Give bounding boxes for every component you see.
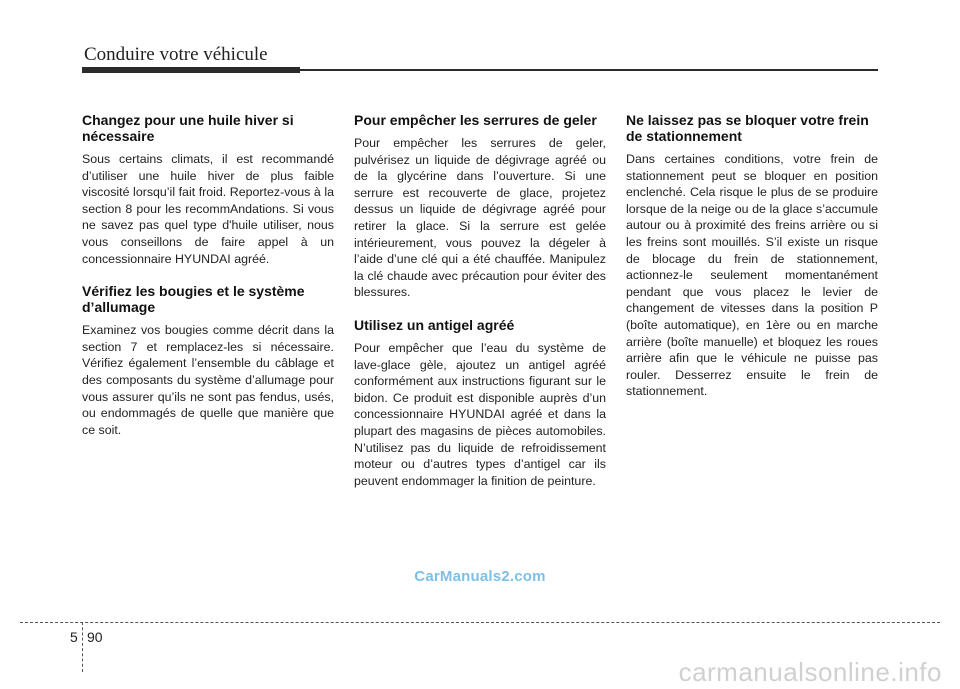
page-number-separator (82, 622, 83, 672)
chapter-number: 5 (70, 629, 78, 645)
column-middle (354, 112, 606, 505)
column-left (82, 112, 334, 454)
section-body-door-locks: Pour empêcher les serrures de geler, pulvérisez un liquide de dégivrage agréé ou de la glycérine dans l’ouverture. Si une serrure est recouverte de glace, projetez dessus un liquide de dégivrage agréé pour retirer la glace. Si la serrure est gelée intérieurement, vous pouvez la dégeler à l’aide d’une clé qui a été chauffée. Manipulez la clé chaude avec précaution pour éviter des blessures. (354, 136, 606, 300)
section-heading-antifreeze: Utilisez un antigel agréé (354, 316, 515, 333)
section-heading-parking-brake: Ne laissez pas se bloquer votre frein de stationnement (626, 112, 869, 144)
header-rule-thick (82, 67, 300, 73)
section-body-spark-plugs: Examinez vos bougies comme décrit dans la section 7 et remplacez-les si nécessaire. Vérifiez également l’ensemble du câblage et des composants du système d’allumage pour vous assurer qu’ils ne sont pas fendus, usés, ou endommagés de quelle que manière que ce soit. (82, 323, 334, 437)
footer-dashed-rule (20, 622, 940, 623)
section-heading-door-locks: Pour empêcher les serrures de geler (354, 112, 597, 128)
section-body-antifreeze: Pour empêcher que l’eau du système de lave-glace gèle, ajoutez un antigel agréé conformément aux instructions figurant sur le bidon. Ce produit est disponible auprès d’un concessionnaire HYUNDAI agréé et dans la plupart des magasins de pièces automobiles. N’utilisez pas du liquide de refroidissement moteur ou d’autres types d’antigel car ils peuvent endommager la finition de peinture. (354, 340, 606, 488)
page-number: 90 (87, 629, 103, 645)
section-body-parking-brake: Dans certaines conditions, votre frein de stationnement peut se bloquer en position enclenché. Cela risque le plus de se produire lorsque de la neige ou de la glace s’accumule autour ou à proximité des freins arrière ou si les freins sont mouillés. S’il existe un risque de blocage du frein de stationnement, actionnez-le seulement momentanément pendant que vous placez le levier de changement de vitesses dans la position P (boîte automatique), en 1ère ou en marche arrière (boîte manuelle) et bloquez les roues arrière afin que le véhicule ne puisse pas rouler. Desserrez ensuite le frein de stationnement. (626, 152, 878, 399)
section-body-winter-oil: Sous certains climats, il est recommandé d’utiliser une huile hiver de plus faible viscosité lorsqu’il fait froid. Reportez-vous à la section 8 pour les recommAndations. Si vous ne savez pas quel type d'huile utiliser, nous vous conseillons de faire appel à un concessionnaire HYUNDAI agréé. (82, 152, 334, 266)
section-heading-winter-oil: Changez pour une huile hiver si nécessaire (82, 112, 294, 144)
page-header-title: Conduire votre véhicule (84, 44, 268, 65)
section-heading-spark-plugs: Vérifiez les bougies et le système d’allumage (82, 283, 305, 316)
watermark-carmanualsonline[interactable]: carmanualsonline.info (678, 657, 942, 687)
header-rule-thin (300, 69, 878, 71)
watermark-carmanuals2[interactable]: CarManuals2.com (414, 568, 546, 585)
column-right (626, 112, 878, 416)
